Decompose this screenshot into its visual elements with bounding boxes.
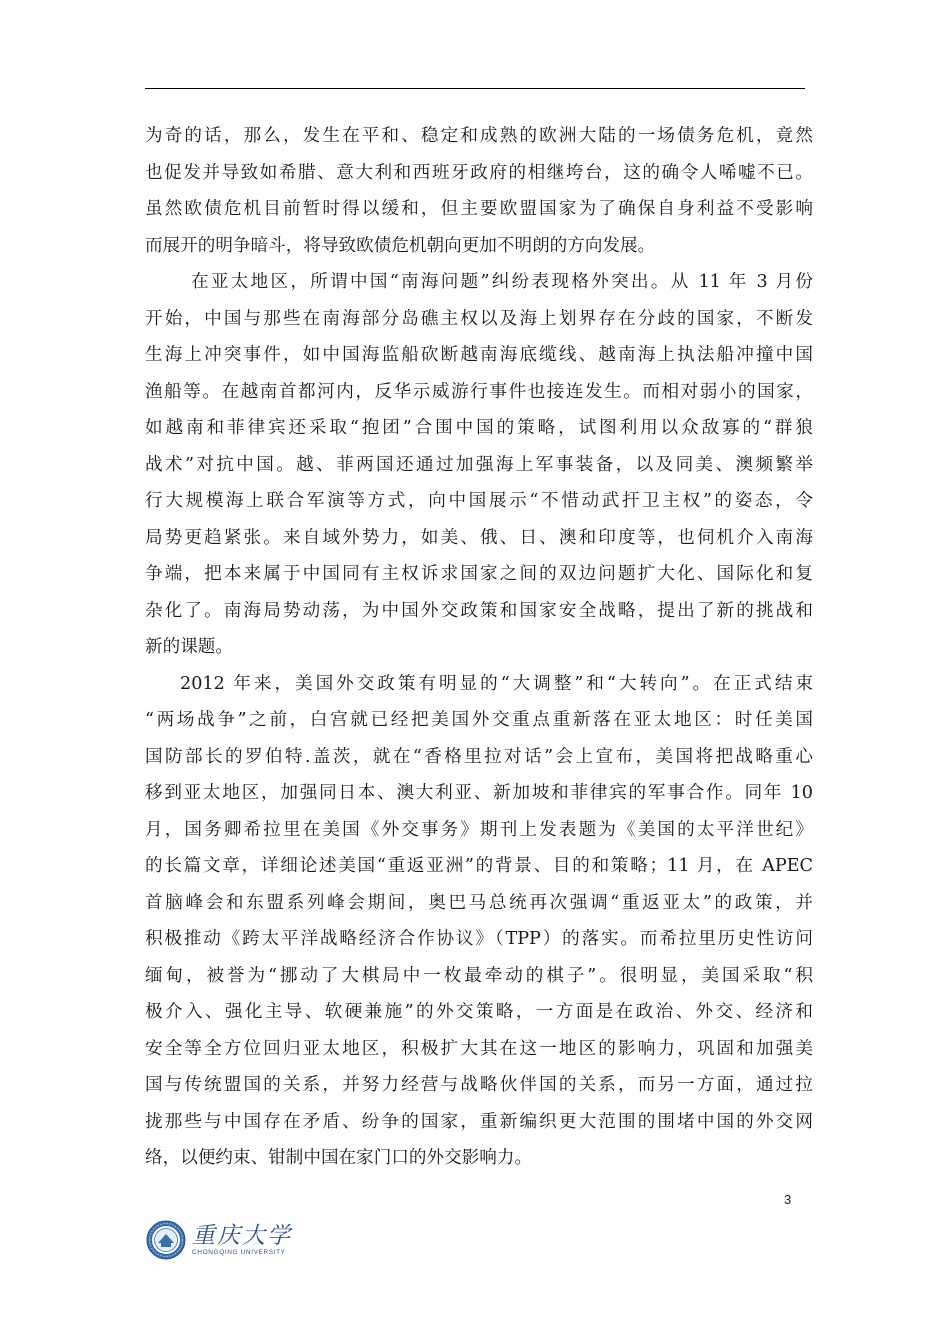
text-line: 为奇的话，那么，发生在平和、稳定和成熟的欧洲大陆的一场债务危机，竟然 <box>145 126 813 146</box>
text-line: 局势更趋紧张。来自域外势力，如美、俄、日、澳和印度等，也伺机介入南海 <box>145 527 813 548</box>
text-line: 新的课题。 <box>145 637 233 657</box>
text-line: 也促发并导致如希腊、意大利和西班牙政府的相继垮台，这的确令人唏嘘不已。 <box>145 162 813 183</box>
text-line: 如越南和菲律宾还采取“抱团”合围中国的策略，试图利用以众敌寡的“群狼 <box>145 418 813 438</box>
text-line: 2012 年来，美国外交政策有明显的“大调整”和“大转向”。在正式结束 <box>180 673 813 694</box>
logo-chinese-name: 重庆大学 <box>192 1223 292 1249</box>
text-line: 拢那些与中国存在矛盾、纷争的国家，重新编织更大范围的围堵中国的外交网 <box>145 1111 813 1132</box>
text-line: 积极推动《跨太平洋战略经济合作协议》（TPP）的落实。而希拉里历史性访问 <box>145 929 813 949</box>
text-line: “两场战争”之前，白宫就已经把美国外交重点重新落在亚太地区：时任美国 <box>145 710 813 730</box>
document-body <box>145 118 813 1177</box>
text-line: 在亚太地区，所谓中国“南海问题”纠纷表现格外突出。从 11 年 3 月份 <box>191 272 813 292</box>
text-line: 战术”对抗中国。越、菲两国还通过加强海上军事装备，以及同美、澳频繁举 <box>145 454 813 475</box>
logo-wordmark <box>192 1224 292 1256</box>
text-line: 极介入、强化主导、软硬兼施”的外交策略，一方面是在政治、外交、经济和 <box>145 1002 813 1022</box>
text-line: 生海上冲突事件，如中国海监船砍断越南海底缆线、越南海上执法船冲撞中国 <box>145 345 813 365</box>
university-seal-icon <box>146 1220 186 1260</box>
text-line: 首脑峰会和东盟系列峰会期间，奥巴马总统再次强调“重返亚太”的政策，并 <box>145 892 813 913</box>
text-line: 缅甸，被誉为“挪动了大棋局中一枚最牵动的棋子”。很明显，美国采取“积 <box>145 965 813 986</box>
text-line: 移到亚太地区，加强同日本、澳大利亚、新加坡和菲律宾的军事合作。同年 10 <box>145 783 813 803</box>
text-line: 争端，把本来属于中国同有主权诉求国家之间的双边问题扩大化、国际化和复 <box>145 564 813 584</box>
text-line: 安全等全方位回归亚太地区，积极扩大其在这一地区的影响力，巩固和加强美 <box>145 1038 813 1059</box>
text-line: 虽然欧债危机目前暂时得以缓和，但主要欧盟国家为了确保自身利益不受影响 <box>145 199 813 219</box>
header-rule <box>145 88 805 89</box>
text-line: 而展开的明争暗斗，将导致欧债危机朝向更加不明朗的方向发展。 <box>145 235 656 256</box>
page-number: 3 <box>784 1192 792 1207</box>
text-line: 络，以便约束、钳制中国在家门口的外交影响力。 <box>145 1148 533 1168</box>
text-line: 国防部长的罗伯特.盖茨，就在“香格里拉对话”会上宣布，美国将把战略重心 <box>145 746 813 767</box>
text-line: 行大规模海上联合军演等方式，向中国展示“不惜动武扞卫主权”的姿态，令 <box>145 491 813 511</box>
text-line: 国与传统盟国的关系，并努力经营与战略伙伴国的关系，而另一方面，通过拉 <box>145 1075 813 1095</box>
logo-english-name: CHONGQING UNIVERSITY <box>192 1249 286 1256</box>
text-line: 的长篇文章，详细论述美国“重返亚洲”的背景、目的和策略；11 月，在 APEC <box>145 856 813 876</box>
text-line: 渔船等。在越南首都河内，反华示威游行事件也接连发生。而相对弱小的国家， <box>145 381 813 402</box>
text-line: 月，国务卿希拉里在美国《外交事务》期刊上发表题为《美国的太平洋世纪》 <box>145 819 813 840</box>
university-logo <box>146 1216 296 1264</box>
text-line: 开始，中国与那些在南海部分岛礁主权以及海上划界存在分歧的国家，不断发 <box>145 308 813 329</box>
text-line: 杂化了。南海局势动荡，为中国外交政策和国家安全战略，提出了新的挑战和 <box>145 600 813 621</box>
